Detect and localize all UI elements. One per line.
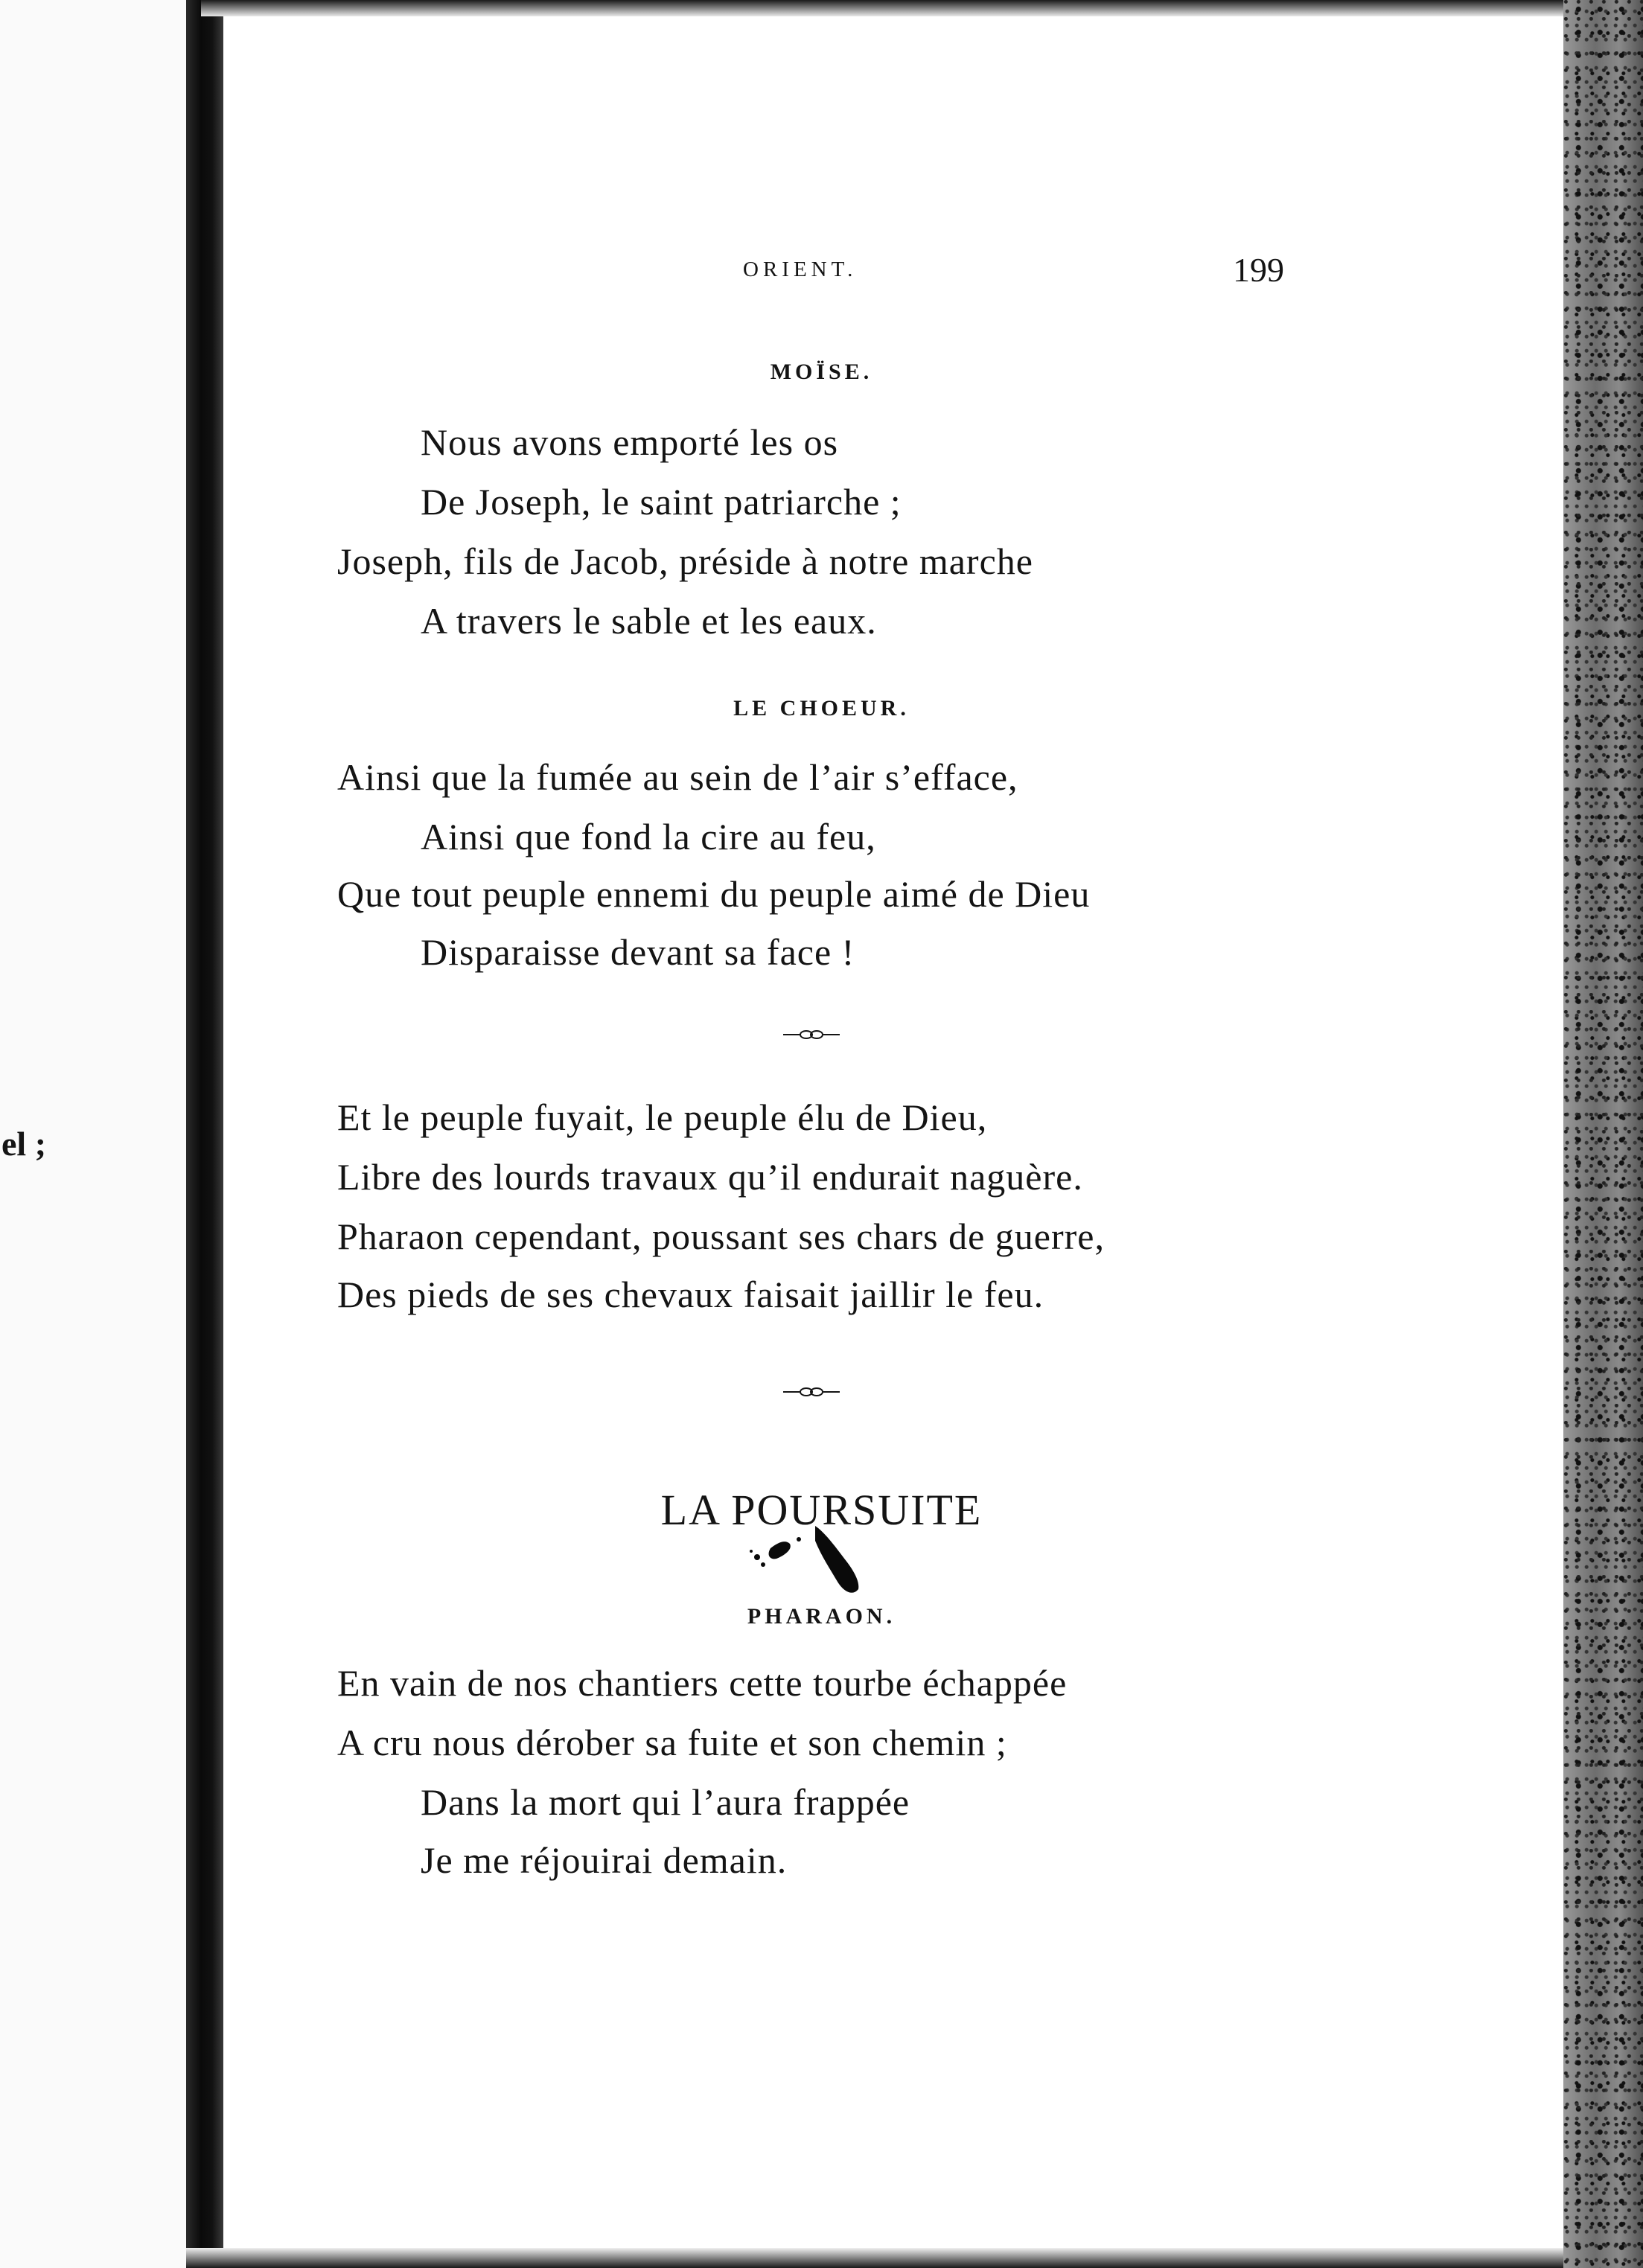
verse-line: En vain de nos chantiers cette tourbe échappée bbox=[337, 1662, 1068, 1704]
scan-bottom-edge bbox=[186, 2248, 1586, 2268]
verse-line: De Joseph, le saint patriarche ; bbox=[421, 481, 902, 523]
verse-line: Joseph, fils de Jacob, préside à notre marche bbox=[337, 540, 1033, 582]
verse-line: Libre des lourds travaux qu’il endurait naguère. bbox=[337, 1156, 1083, 1198]
speaker-pharaon: PHARAON. bbox=[747, 1604, 896, 1629]
speaker-moise: MOÏSE. bbox=[770, 360, 873, 384]
verse-line: Je me réjouirai demain. bbox=[421, 1839, 788, 1881]
verse-line: Ainsi que fond la cire au feu, bbox=[421, 816, 876, 857]
speaker-choeur: LE CHOEUR. bbox=[733, 696, 910, 721]
section-ornament bbox=[782, 1027, 841, 1042]
facing-page-text-fragment: el ; bbox=[1, 1125, 47, 1163]
verse-line: Dans la mort qui l’aura frappée bbox=[421, 1781, 910, 1823]
verse-line: Et le peuple fuyait, le peuple élu de Dieu, bbox=[337, 1096, 988, 1138]
running-head: ORIENT. bbox=[743, 258, 858, 281]
page-number: 199 bbox=[1233, 251, 1284, 289]
book-binding bbox=[186, 0, 223, 2268]
section-ornament bbox=[782, 1384, 841, 1399]
page-stack-edge bbox=[1563, 0, 1643, 2268]
section-title: LA POURSUITE bbox=[660, 1486, 983, 1534]
scan-top-edge bbox=[201, 0, 1578, 16]
verse-line: Nous avons emporté les os bbox=[421, 421, 839, 463]
verse-line: Ainsi que la fumée au sein de l’air s’efface, bbox=[337, 756, 1018, 798]
verse-line: Pharaon cependant, poussant ses chars de guerre, bbox=[337, 1216, 1105, 1257]
verse-line: Des pieds de ses chevaux faisait jaillir le feu. bbox=[337, 1274, 1044, 1315]
verse-line: A cru nous dérober sa fuite et son chemin ; bbox=[337, 1722, 1007, 1763]
ink-blot bbox=[741, 1526, 871, 1597]
verse-line: Que tout peuple ennemi du peuple aimé de Dieu bbox=[337, 873, 1091, 915]
verse-line: A travers le sable et les eaux. bbox=[421, 600, 877, 642]
verse-line: Disparaisse devant sa face ! bbox=[421, 931, 855, 973]
